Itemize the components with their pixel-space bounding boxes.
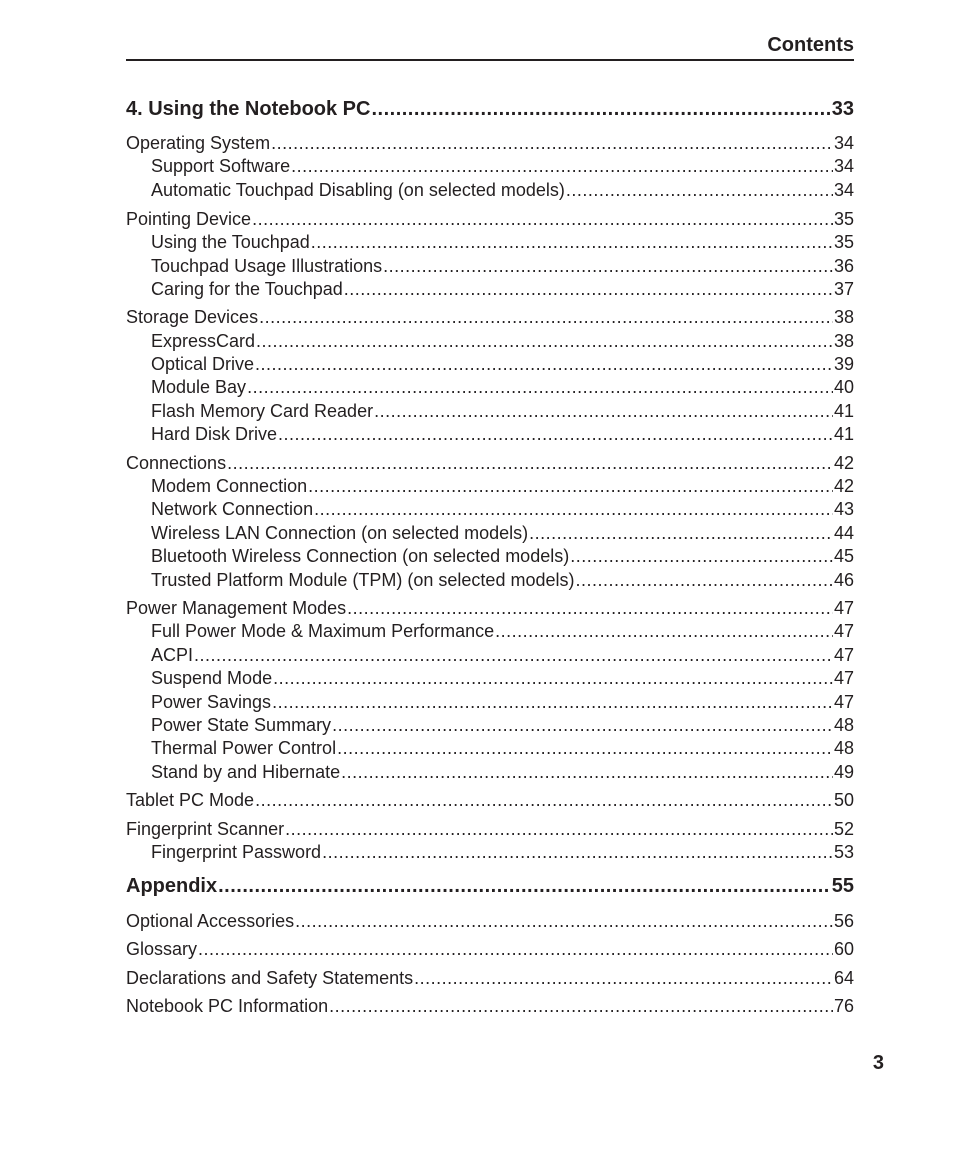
dot-leader xyxy=(322,840,833,864)
dot-leader xyxy=(278,422,833,446)
toc-entry-page: 46 xyxy=(833,570,854,590)
dot-leader xyxy=(314,497,833,521)
dot-leader xyxy=(329,994,833,1018)
toc-entry xyxy=(151,352,854,376)
toc-entry xyxy=(151,736,854,760)
toc-entry-label: Modem Connection xyxy=(151,476,308,496)
toc-entry xyxy=(151,690,854,714)
toc-entry-page: 47 xyxy=(833,668,854,688)
dot-leader xyxy=(332,713,833,737)
toc-entry xyxy=(151,544,854,568)
toc-entry-label: Storage Devices xyxy=(126,307,259,327)
toc-entry xyxy=(151,329,854,353)
toc-entry-label: Using the Touchpad xyxy=(151,232,310,252)
toc-entry-page: 35 xyxy=(833,232,854,252)
toc-entry-label: Suspend Mode xyxy=(151,668,273,688)
toc-entry xyxy=(126,131,854,155)
toc-entry-page: 64 xyxy=(833,968,854,988)
toc-entry xyxy=(151,497,854,521)
dot-leader xyxy=(341,760,833,784)
toc-entry-page: 41 xyxy=(833,424,854,444)
toc-entry-page: 39 xyxy=(833,354,854,374)
toc-entry xyxy=(151,375,854,399)
toc-entry xyxy=(126,305,854,329)
toc-entry-label: Touchpad Usage Illustrations xyxy=(151,256,383,276)
toc-entry xyxy=(126,817,854,841)
toc-entry-label: Thermal Power Control xyxy=(151,738,337,758)
toc-entry xyxy=(151,154,854,178)
toc-entry-label: Support Software xyxy=(151,156,291,176)
toc-entry xyxy=(151,568,854,592)
dot-leader xyxy=(575,568,832,592)
toc-entry-page: 48 xyxy=(833,715,854,735)
toc-entry-page: 41 xyxy=(833,401,854,421)
dot-leader xyxy=(273,666,833,690)
page-header-title: Contents xyxy=(767,34,854,56)
toc-entry-page: 37 xyxy=(833,279,854,299)
toc-entry xyxy=(151,760,854,784)
toc-section-entry xyxy=(126,873,854,899)
toc-entry xyxy=(151,422,854,446)
dot-leader xyxy=(311,230,833,254)
toc-entry-label: Trusted Platform Module (TPM) (on selected models) xyxy=(151,570,575,590)
dot-leader xyxy=(529,521,833,545)
dot-leader xyxy=(295,909,833,933)
dot-leader xyxy=(566,178,833,202)
toc-entry-page: 55 xyxy=(831,875,854,897)
toc-entry-label: Connections xyxy=(126,453,227,473)
toc-entry-label: Optional Accessories xyxy=(126,911,295,931)
toc-entry xyxy=(151,643,854,667)
toc-entry-page: 38 xyxy=(833,307,854,327)
toc-entry-page: 60 xyxy=(833,939,854,959)
toc-entry-page: 47 xyxy=(833,598,854,618)
toc-entry-page: 43 xyxy=(833,499,854,519)
toc-entry-page: 56 xyxy=(833,911,854,931)
toc-entry-label: Wireless LAN Connection (on selected models) xyxy=(151,523,529,543)
dot-leader xyxy=(285,817,833,841)
dot-leader xyxy=(247,375,833,399)
toc-entry-label: Power Savings xyxy=(151,692,272,712)
dot-leader xyxy=(337,736,833,760)
dot-leader xyxy=(256,329,833,353)
dot-leader xyxy=(495,619,833,643)
toc-entry-page: 42 xyxy=(833,453,854,473)
toc-entry-page: 38 xyxy=(833,331,854,351)
toc-entry xyxy=(126,937,854,961)
toc-entry-page: 36 xyxy=(833,256,854,276)
dot-leader xyxy=(374,399,833,423)
toc-entry-label: Operating System xyxy=(126,133,271,153)
toc-entry xyxy=(126,596,854,620)
toc-entry xyxy=(151,178,854,202)
dot-leader xyxy=(271,131,833,155)
toc-entry-label: Power Management Modes xyxy=(126,598,347,618)
toc-entry xyxy=(151,521,854,545)
dot-leader xyxy=(371,96,830,122)
dot-leader xyxy=(194,643,833,667)
header-divider xyxy=(126,59,854,61)
toc-entry-page: 53 xyxy=(833,842,854,862)
toc-entry-label: Appendix xyxy=(126,875,218,897)
toc-entry-label: Automatic Touchpad Disabling (on selected models) xyxy=(151,180,565,200)
dot-leader xyxy=(259,305,833,329)
toc-entry xyxy=(126,207,854,231)
dot-leader xyxy=(255,788,833,812)
dot-leader xyxy=(291,154,833,178)
toc-entry-page: 42 xyxy=(833,476,854,496)
toc-entry-page: 47 xyxy=(833,692,854,712)
toc-entry-label: Fingerprint Password xyxy=(151,842,322,862)
dot-leader xyxy=(198,937,833,961)
toc-entry-label: Stand by and Hibernate xyxy=(151,762,341,782)
dot-leader xyxy=(218,873,831,899)
toc-entry-page: 33 xyxy=(831,98,854,120)
toc-entry-label: Module Bay xyxy=(151,377,247,397)
dot-leader xyxy=(347,596,833,620)
toc-entry-page: 52 xyxy=(833,819,854,839)
toc-entry xyxy=(126,994,854,1018)
toc-entry-page: 40 xyxy=(833,377,854,397)
toc-entry-label: Fingerprint Scanner xyxy=(126,819,285,839)
toc-entry-label: Hard Disk Drive xyxy=(151,424,278,444)
toc-entry-label: ACPI xyxy=(151,645,194,665)
toc-entry-page: 48 xyxy=(833,738,854,758)
toc-entry xyxy=(151,713,854,737)
toc-entry xyxy=(126,451,854,475)
toc-entry xyxy=(151,474,854,498)
toc-entry-page: 34 xyxy=(833,156,854,176)
toc-entry-label: Pointing Device xyxy=(126,209,252,229)
toc-entry xyxy=(151,399,854,423)
toc-entry-label: Flash Memory Card Reader xyxy=(151,401,374,421)
dot-leader xyxy=(570,544,833,568)
dot-leader xyxy=(272,690,833,714)
toc-entry-label: 4. Using the Notebook PC xyxy=(126,98,371,120)
toc-entry xyxy=(151,840,854,864)
toc-entry xyxy=(126,909,854,933)
toc-section-entry xyxy=(126,96,854,122)
toc-entry-page: 49 xyxy=(833,762,854,782)
toc-entry-label: Full Power Mode & Maximum Performance xyxy=(151,621,495,641)
toc-entry xyxy=(151,619,854,643)
dot-leader xyxy=(414,966,833,990)
dot-leader xyxy=(227,451,833,475)
toc-entry-label: Declarations and Safety Statements xyxy=(126,968,414,988)
toc-entry-page: 34 xyxy=(833,133,854,153)
toc-entry-label: Glossary xyxy=(126,939,198,959)
toc-entry-page: 47 xyxy=(833,645,854,665)
page-number: 3 xyxy=(872,1052,884,1074)
toc-entry xyxy=(151,230,854,254)
toc-entry xyxy=(151,277,854,301)
dot-leader xyxy=(252,207,833,231)
toc-entry-label: Power State Summary xyxy=(151,715,332,735)
toc-entry-page: 47 xyxy=(833,621,854,641)
toc-entry xyxy=(151,254,854,278)
dot-leader xyxy=(255,352,833,376)
toc-entry-page: 44 xyxy=(833,523,854,543)
toc-entry-label: ExpressCard xyxy=(151,331,256,351)
toc-entry-label: Tablet PC Mode xyxy=(126,790,255,810)
toc-entry-page: 34 xyxy=(833,180,854,200)
toc-entry xyxy=(151,666,854,690)
toc-entry xyxy=(126,966,854,990)
toc-entry-page: 76 xyxy=(833,996,854,1016)
dot-leader xyxy=(308,474,833,498)
toc-entry-label: Caring for the Touchpad xyxy=(151,279,343,299)
toc-entry-label: Notebook PC Information xyxy=(126,996,329,1016)
toc-entry-label: Optical Drive xyxy=(151,354,255,374)
toc-entry-page: 45 xyxy=(833,546,854,566)
dot-leader xyxy=(383,254,833,278)
dot-leader xyxy=(344,277,833,301)
toc-entry xyxy=(126,788,854,812)
toc-entry-page: 35 xyxy=(833,209,854,229)
toc-entry-label: Network Connection xyxy=(151,499,314,519)
toc-entry-page: 50 xyxy=(833,790,854,810)
toc-entry-label: Bluetooth Wireless Connection (on selected models) xyxy=(151,546,570,566)
